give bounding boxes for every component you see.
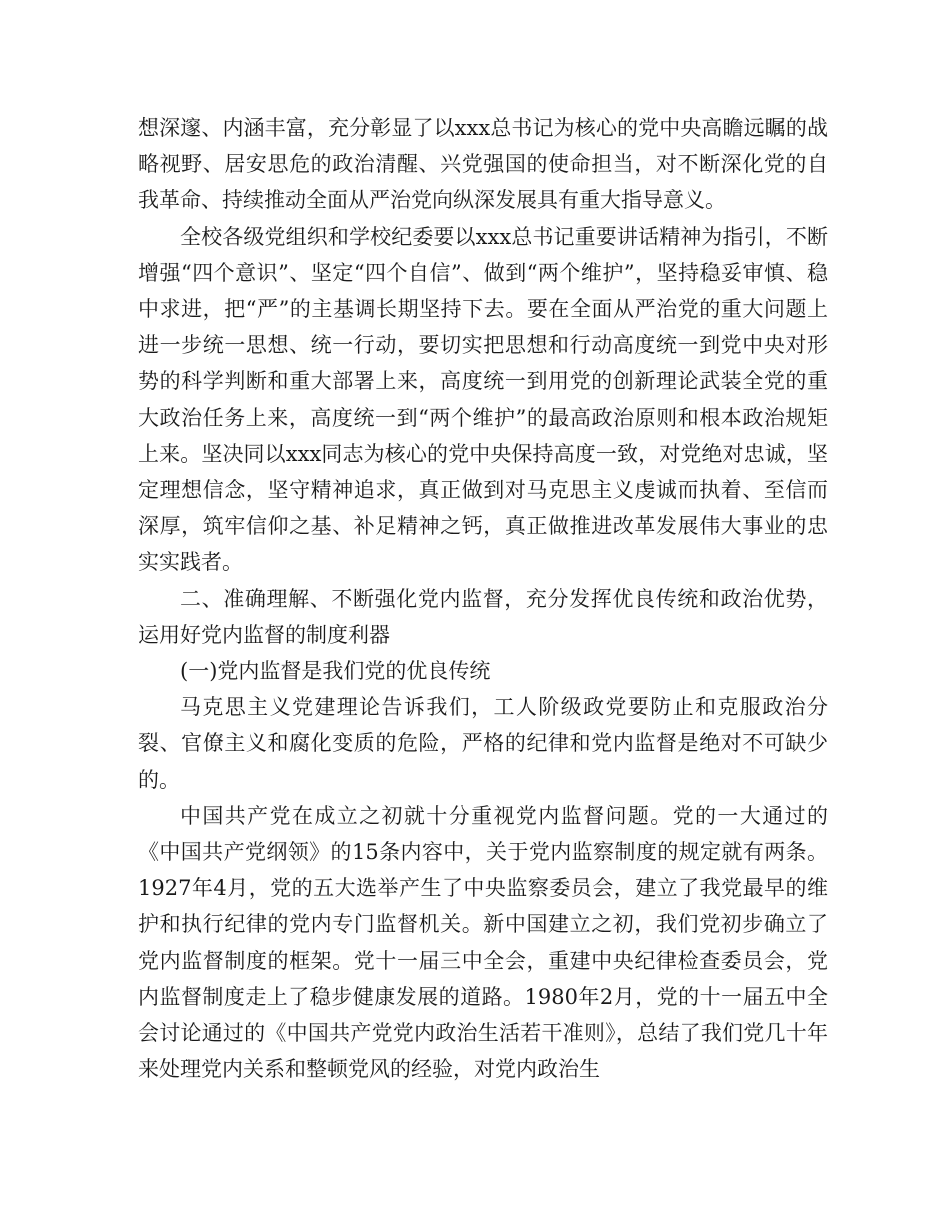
paragraph-marxist-theory: 马克思主义党建理论告诉我们，工人阶级政党要防止和克服政治分裂、官僚主义和腐化变质的危险，严格的纪律和党内监督是绝对不可缺少的。 bbox=[138, 695, 828, 792]
section-heading-two: 二、准确理解、不断强化党内监督，充分发挥优良传统和政治优势，运用好党内监督的制度利器 bbox=[138, 586, 828, 647]
document-body bbox=[138, 110, 828, 1087]
paragraph-continuation: 想深邃、内涵丰富，充分彰显了以xxx总书记为核心的党中央高瞻远瞩的战略视野、居安思危的政治清醒、兴党强国的使命担当，对不断深化党的自我革命、持续推动全面从严治党向纵深发展具有重大指导意义。 bbox=[138, 116, 828, 213]
paragraph-party-organizations: 全校各级党组织和学校纪委要以xxx总书记重要讲话精神为指引，不断增强“四个意识”、坚定“四个自信”、做到“两个维护”，坚持稳妥审慎、稳中求进，把“严”的主基调长期坚持下去。要在全面从严治党的重大问题上进一步统一思想、统一行动，要切实把思想和行动高度统一到党中央对形势的科学判断和重大部署上来，高度统一到用党的创新理论武装全党的重大政治任务上来，高度统一到“两个维护”的最高政治原则和根本政治规矩上来。坚决同以xxx同志为核心的党中央保持高度一致，对党绝对忠诚，坚定理想信念，坚守精神追求，真正做到对马克思主义虔诚而执着、至信而深厚，筑牢信仰之基、补足精神之钙，真正做推进改革发展伟大事业的忠实实践者。 bbox=[138, 224, 828, 575]
paragraph-party-history: 中国共产党在成立之初就十分重视党内监督问题。党的一大通过的《中国共产党纲领》的15条内容中，关于党内监察制度的规定就有两条。1927年4月，党的五大选举产生了中央监察委员会，建立了我党最早的维护和执行纪律的党内专门监督机关。新中国建立之初，我们党初步确立了党内监督制度的框架。党十一届三中全会，重建中央纪律检查委员会，党内监督制度走上了稳步健康发展的道路。1980年2月，党的十一届五中全会讨论通过的《中国共产党党内政治生活若干准则》，总结了我们党几十年来处理党内关系和整顿党风的经验，对党内政治生 bbox=[138, 803, 828, 1082]
subsection-heading-one: (一)党内监督是我们党的优良传统 bbox=[180, 659, 491, 684]
